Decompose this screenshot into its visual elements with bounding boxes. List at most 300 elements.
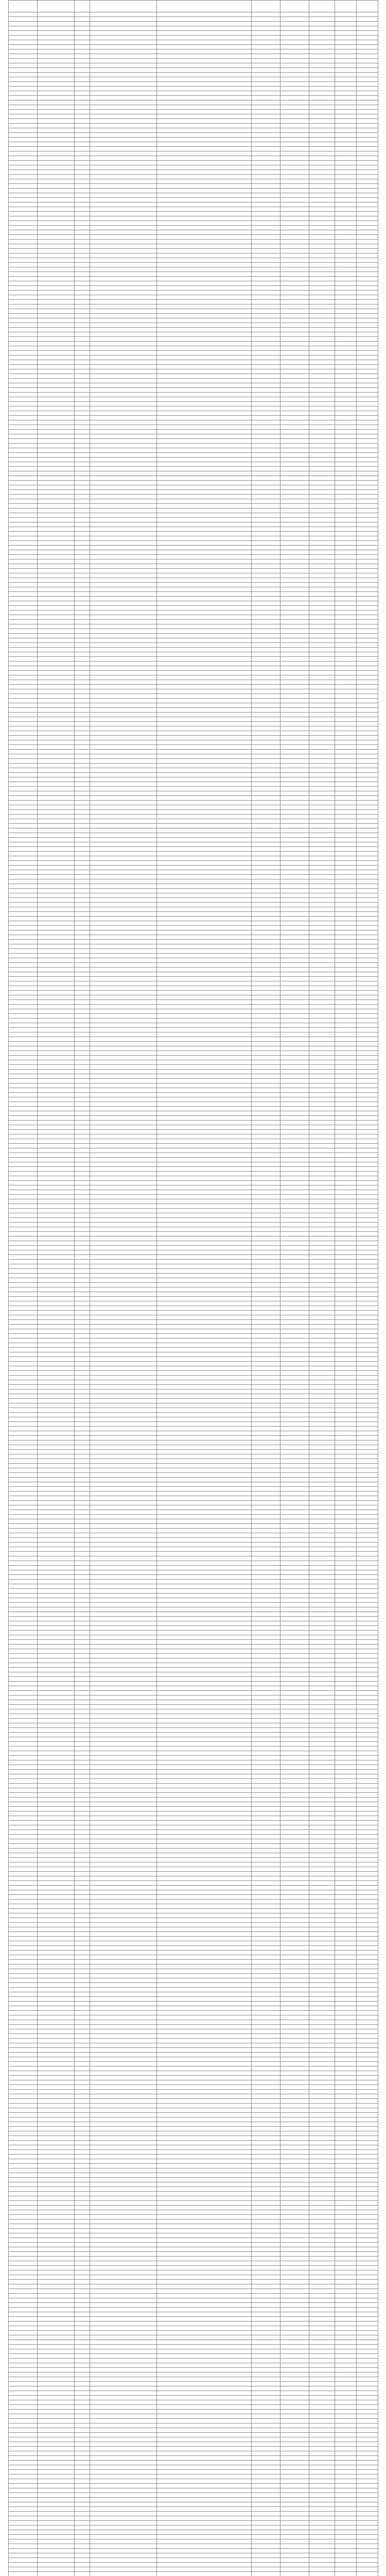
table-cell [252,1543,280,1547]
table-cell [38,1937,75,1941]
table-row [9,1760,378,1765]
table-cell [9,1241,38,1246]
table-cell [38,420,75,425]
header-cell [157,1,252,12]
table-cell [335,2057,357,2062]
table-cell [75,717,90,722]
table-cell [309,1937,335,1941]
table-cell [75,202,90,207]
table-cell [280,726,309,731]
table-cell [75,133,90,138]
table-cell [90,68,157,73]
table-cell [75,2080,90,2085]
table-cell [90,1923,157,1927]
table-cell [38,2108,75,2113]
table-cell [75,1862,90,1867]
table-cell [335,1366,357,1371]
table-cell [38,22,75,26]
table-cell [9,954,38,958]
table-cell [335,142,357,147]
table-cell [9,2057,38,2062]
table-cell [335,1672,357,1677]
table-cell [90,1580,157,1584]
table-cell [280,2062,309,2066]
table-cell [9,462,38,467]
table-row [9,611,378,615]
table-cell [157,1139,252,1144]
table-row [9,1478,378,1482]
table-cell [9,583,38,587]
table-cell [335,546,357,550]
table-cell [157,1913,252,1918]
table-cell [157,406,252,411]
table-cell [280,147,309,151]
table-cell [335,2048,357,2053]
table-cell [309,2025,335,2029]
table-cell [252,509,280,513]
table-cell [280,1236,309,1241]
table-cell [75,791,90,796]
table-cell [335,532,357,536]
table-cell [357,1306,378,1311]
table-cell [157,1941,252,1946]
table-cell [38,300,75,304]
table-cell [90,1951,157,1955]
table-cell [38,1515,75,1519]
table-cell [38,1529,75,1533]
table-cell [335,1023,357,1028]
table-cell [90,2025,157,2029]
table-cell [157,1195,252,1199]
table-cell [38,439,75,444]
table-cell [252,1937,280,1941]
table-cell [90,1167,157,1172]
table-cell [309,1158,335,1162]
table-cell [75,1756,90,1760]
table-cell [90,1992,157,1997]
table-row [9,114,378,119]
table-cell [252,689,280,694]
table-cell [309,1440,335,1445]
table-cell [38,2039,75,2043]
table-cell [38,2057,75,2062]
table-cell [157,128,252,133]
table-cell [75,1821,90,1825]
table-cell [9,1510,38,1515]
table-cell [335,1566,357,1570]
table-cell [9,1765,38,1770]
table-cell [90,499,157,504]
table-cell [90,457,157,462]
table-cell [252,893,280,898]
table-cell [309,717,335,722]
table-row [9,318,378,323]
table-cell [75,527,90,532]
table-cell [9,240,38,244]
table-cell [357,1900,378,1904]
table-cell [252,624,280,629]
table-cell [252,1037,280,1042]
table-cell [90,1107,157,1111]
table-cell [357,726,378,731]
table-cell [309,1733,335,1737]
table-cell [90,745,157,750]
table-cell [335,490,357,495]
table-cell [90,963,157,968]
table-row [9,907,378,912]
table-cell [335,856,357,861]
table-cell [90,764,157,768]
table-cell [38,903,75,907]
table-cell [357,1932,378,1937]
table-cell [90,1329,157,1334]
table-cell [90,1853,157,1858]
table-cell [357,1144,378,1148]
table-cell [309,856,335,861]
table-cell [252,713,280,717]
table-cell [9,2090,38,2094]
table-cell [90,912,157,917]
table-cell [252,1802,280,1807]
table-cell [38,1900,75,1904]
table-cell [335,1204,357,1209]
table-cell [252,1932,280,1937]
table-cell [157,420,252,425]
table-row [9,1937,378,1941]
table-cell [38,1612,75,1617]
table-cell [90,717,157,722]
table-cell [75,1649,90,1654]
table-cell [309,87,335,91]
table-cell [157,662,252,666]
table-cell [280,1867,309,1872]
table-row [9,481,378,485]
table-cell [357,2053,378,2057]
table-row [9,2076,378,2080]
table-cell [75,1070,90,1074]
table-cell [309,1876,335,1881]
table-cell [309,1287,335,1292]
table-cell [357,397,378,402]
table-cell [335,1886,357,1890]
table-cell [9,1501,38,1505]
table-cell [90,1121,157,1125]
table-cell [280,1974,309,1978]
table-cell [90,1158,157,1162]
table-cell [157,1097,252,1102]
table-cell [357,745,378,750]
table-cell [309,879,335,884]
table-cell [90,1964,157,1969]
table-cell [335,972,357,977]
table-cell [280,1705,309,1709]
table-cell [280,263,309,267]
table-cell [280,740,309,745]
table-cell [75,1872,90,1876]
table-cell [9,889,38,893]
table-cell [335,2085,357,2090]
table-cell [357,1209,378,1213]
table-cell [75,36,90,40]
table-cell [38,773,75,777]
table-cell [38,805,75,810]
table-cell [75,1923,90,1927]
table-cell [252,782,280,787]
table-row [9,745,378,750]
table-cell [335,1028,357,1032]
table-row [9,1144,378,1148]
table-cell [309,1816,335,1821]
table-cell [9,1983,38,1988]
table-cell [335,138,357,142]
table-cell [75,258,90,263]
table-cell [335,1737,357,1742]
table-cell [280,193,309,198]
table-cell [335,467,357,471]
table-cell [38,1371,75,1376]
table-cell [38,1696,75,1700]
table-cell [75,861,90,866]
table-cell [75,1362,90,1366]
table-cell [9,147,38,151]
table-cell [90,73,157,77]
table-cell [90,1779,157,1784]
table-cell [335,1969,357,1974]
table-cell [157,1111,252,1116]
table-cell [157,977,252,981]
table-cell [280,128,309,133]
table-cell [157,861,252,866]
table-cell [357,193,378,198]
table-cell [280,1153,309,1158]
table-cell [252,1988,280,1992]
table-cell [309,2048,335,2053]
table-cell [9,346,38,351]
table-cell [75,179,90,184]
table-cell [357,1371,378,1376]
table-cell [90,1788,157,1793]
table-cell [335,100,357,105]
table-cell [9,977,38,981]
table-cell [357,1454,378,1459]
table-cell [75,745,90,750]
table-cell [157,810,252,815]
table-cell [38,434,75,439]
table-cell [252,12,280,17]
table-row [9,1825,378,1830]
table-cell [252,2039,280,2043]
table-row [9,1019,378,1023]
table-cell [9,212,38,216]
table-cell [9,402,38,406]
table-cell [9,1274,38,1278]
table-cell [335,509,357,513]
table-cell [157,657,252,662]
table-cell [90,1760,157,1765]
table-cell [9,444,38,448]
table-row [9,379,378,383]
table-cell [335,1343,357,1348]
table-cell [280,379,309,383]
table-cell [9,221,38,226]
table-cell [335,1088,357,1093]
table-cell [335,917,357,921]
table-cell [335,244,357,249]
table-cell [38,1348,75,1352]
table-cell [309,634,335,638]
table-row [9,226,378,230]
table-cell [252,2071,280,2076]
table-cell [38,1992,75,1997]
table-cell [75,2094,90,2099]
table-cell [9,680,38,685]
table-cell [309,1756,335,1760]
table-cell [90,1042,157,1046]
table-cell [309,1779,335,1784]
table-cell [9,518,38,522]
table-cell [157,467,252,471]
table-cell [280,1255,309,1260]
table-row [9,332,378,337]
table-cell [309,161,335,165]
table-cell [157,875,252,879]
table-cell [75,1876,90,1881]
table-cell [9,439,38,444]
table-cell [335,1802,357,1807]
table-row [9,893,378,898]
table-cell [38,1019,75,1023]
table-cell [280,138,309,142]
table-cell [309,2066,335,2071]
table-cell [335,731,357,736]
table-cell [309,1408,335,1413]
table-cell [357,1691,378,1696]
table-cell [280,1348,309,1352]
table-row [9,45,378,49]
table-cell [38,759,75,764]
table-cell [252,1686,280,1691]
table-cell [309,504,335,509]
table-cell [357,833,378,838]
table-cell [75,1844,90,1849]
table-cell [75,611,90,615]
table-cell [280,1668,309,1672]
table-cell [335,1607,357,1612]
table-cell [252,328,280,332]
table-cell [90,189,157,193]
table-cell [335,991,357,995]
table-cell [157,1844,252,1849]
table-cell [38,587,75,592]
table-row [9,309,378,314]
table-cell [157,1510,252,1515]
table-row [9,1246,378,1250]
table-cell [90,77,157,82]
table-cell [357,151,378,156]
table-cell [157,68,252,73]
table-cell [9,40,38,45]
table-cell [9,420,38,425]
table-row [9,1830,378,1835]
table-cell [280,944,309,949]
table-cell [280,1218,309,1223]
table-cell [280,1515,309,1519]
table-cell [75,1988,90,1992]
table-cell [75,1960,90,1964]
table-cell [38,2043,75,2048]
table-cell [75,17,90,22]
table-cell [280,300,309,304]
table-cell [252,1352,280,1357]
table-cell [335,1246,357,1250]
table-row [9,425,378,430]
table-cell [309,1524,335,1529]
table-cell [335,1765,357,1770]
table-cell [309,1079,335,1083]
table-cell [280,522,309,527]
table-cell [252,1070,280,1074]
table-cell [157,852,252,856]
table-cell [335,1974,357,1978]
table-cell [9,1849,38,1853]
table-cell [252,1181,280,1185]
table-cell [38,1663,75,1668]
table-cell [157,471,252,476]
table-cell [38,100,75,105]
table-cell [280,1937,309,1941]
table-row [9,184,378,189]
table-row [9,1167,378,1172]
table-cell [9,230,38,235]
table-cell [75,536,90,541]
table-cell [75,1663,90,1668]
table-cell [357,147,378,151]
table-cell [75,226,90,230]
table-cell [90,1287,157,1292]
table-cell [357,1362,378,1366]
table-cell [9,597,38,601]
table-cell [335,1107,357,1111]
table-cell [252,597,280,601]
table-cell [335,1158,357,1162]
table-cell [252,476,280,481]
table-cell [280,1714,309,1719]
table-cell [75,411,90,416]
table-cell [75,485,90,490]
table-cell [9,332,38,337]
table-cell [9,1932,38,1937]
table-cell [357,1589,378,1594]
table-cell [280,286,309,291]
table-cell [38,406,75,411]
table-cell [90,1431,157,1436]
table-row [9,1561,378,1566]
table-cell [75,764,90,768]
table-row [9,2053,378,2057]
table-cell [252,2057,280,2062]
table-row [9,875,378,879]
table-cell [309,258,335,263]
table-cell [309,768,335,773]
table-cell [90,1649,157,1654]
table-cell [357,963,378,968]
table-cell [357,1584,378,1589]
table-cell [38,921,75,926]
table-cell [252,1872,280,1876]
table-row [9,314,378,318]
table-cell [90,434,157,439]
table-cell [280,198,309,202]
